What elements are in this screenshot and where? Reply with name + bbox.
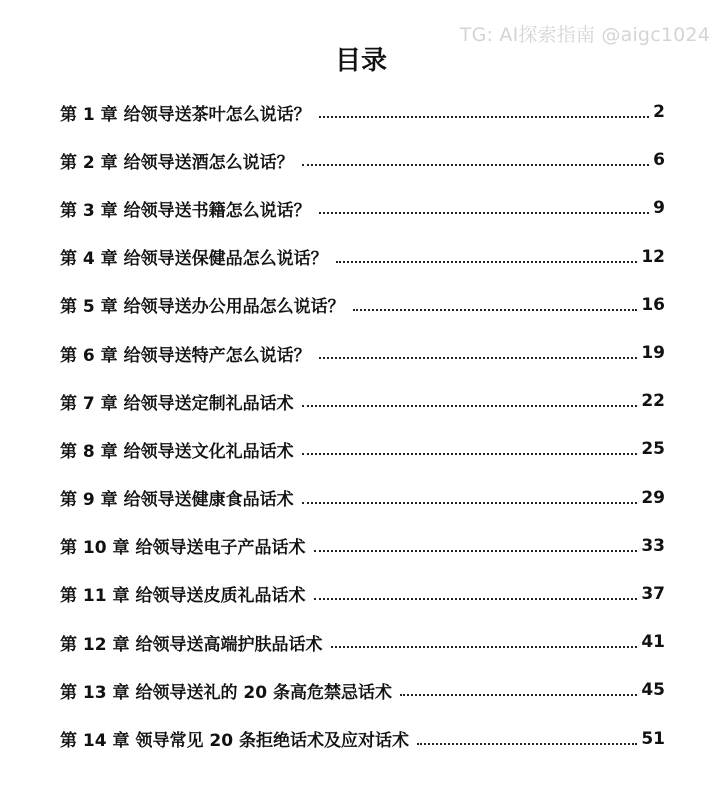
toc-entry-10[interactable] xyxy=(60,522,665,570)
toc-chapter-title: 给领导送办公用品怎么说话？ xyxy=(123,297,345,318)
toc-chapter-number: 第 5 章 xyxy=(60,297,118,318)
toc-entry-6[interactable] xyxy=(60,329,665,377)
toc-page-number: 51 xyxy=(641,728,665,749)
toc-chapter-number: 第 6 章 xyxy=(60,345,118,366)
toc-chapter-title: 给领导送礼的 20 条高危禁忌话术 xyxy=(135,682,392,703)
toc-chapter-title: 给领导送电子产品话术 xyxy=(135,538,306,559)
toc-chapter-title: 给领导送健康食品话术 xyxy=(123,490,294,511)
toc-chapter-number: 第 9 章 xyxy=(60,490,118,511)
toc-dot-leader xyxy=(336,261,638,263)
toc-dot-leader xyxy=(314,598,638,600)
toc-entry-13[interactable] xyxy=(60,666,665,714)
toc-chapter-title: 给领导送保健品怎么说话？ xyxy=(123,249,328,270)
toc-chapter-title: 给领导送文化礼品话术 xyxy=(123,441,294,462)
toc-label xyxy=(60,485,294,510)
toc-label xyxy=(60,341,311,366)
toc-entry-3[interactable] xyxy=(60,184,665,232)
toc-dot-leader xyxy=(400,694,637,696)
toc-entry-12[interactable] xyxy=(60,618,665,666)
toc-page-number: 37 xyxy=(641,583,665,604)
toc-page-number: 41 xyxy=(641,632,665,653)
toc-chapter-title: 给领导送定制礼品话术 xyxy=(123,393,294,414)
toc-entry-11[interactable] xyxy=(60,570,665,618)
toc-page-number: 33 xyxy=(641,535,665,556)
toc-chapter-number: 第 8 章 xyxy=(60,441,118,462)
toc-chapter-title: 给领导送书籍怎么说话？ xyxy=(123,200,311,221)
toc-label xyxy=(60,678,392,703)
toc-chapter-title: 领导常见 20 条拒绝话术及应对话术 xyxy=(135,731,409,752)
toc-dot-leader xyxy=(331,646,638,648)
toc-chapter-number: 第 13 章 xyxy=(60,682,130,703)
toc-dot-leader xyxy=(319,116,649,118)
toc-dot-leader xyxy=(417,743,637,745)
toc-entry-14[interactable] xyxy=(60,714,665,762)
toc-entry-1[interactable] xyxy=(60,88,665,136)
toc-page-number: 25 xyxy=(641,439,665,460)
toc-label xyxy=(60,196,311,221)
toc-label xyxy=(60,437,294,462)
toc-page-number: 29 xyxy=(641,487,665,508)
toc-label xyxy=(60,389,294,414)
toc-label xyxy=(60,244,328,269)
toc-page-number: 45 xyxy=(641,680,665,701)
toc-dot-leader xyxy=(302,164,649,166)
toc-page-number: 22 xyxy=(641,391,665,412)
toc-chapter-title: 给领导送酒怎么说话？ xyxy=(123,152,294,173)
toc-chapter-number: 第 7 章 xyxy=(60,393,118,414)
toc-entry-9[interactable] xyxy=(60,474,665,522)
toc-chapter-number: 第 3 章 xyxy=(60,200,118,221)
toc-label xyxy=(60,581,306,606)
toc-label xyxy=(60,292,345,317)
toc-entry-5[interactable] xyxy=(60,281,665,329)
toc-chapter-number: 第 2 章 xyxy=(60,152,118,173)
toc-chapter-title: 给领导送皮质礼品话术 xyxy=(135,586,306,607)
toc-dot-leader xyxy=(319,357,638,359)
toc-page-number: 19 xyxy=(641,343,665,364)
toc-page-number: 2 xyxy=(653,102,665,123)
toc-dot-leader xyxy=(302,502,638,504)
toc-dot-leader xyxy=(302,453,638,455)
toc-page-number: 12 xyxy=(641,246,665,267)
toc-entry-4[interactable] xyxy=(60,233,665,281)
toc-title: 目录 xyxy=(334,46,387,76)
toc-label xyxy=(60,533,306,558)
toc-label xyxy=(60,100,311,125)
toc-chapter-number: 第 10 章 xyxy=(60,538,130,559)
toc-dot-leader xyxy=(302,405,638,407)
toc-dot-leader xyxy=(353,309,638,311)
toc-chapter-number: 第 4 章 xyxy=(60,249,118,270)
toc-chapter-number: 第 12 章 xyxy=(60,634,130,655)
toc-chapter-number: 第 1 章 xyxy=(60,104,118,125)
toc-dot-leader xyxy=(319,212,649,214)
toc-chapter-title: 给领导送茶叶怎么说话？ xyxy=(123,104,311,125)
toc-chapter-title: 给领导送特产怎么说话？ xyxy=(123,345,311,366)
toc-label xyxy=(60,726,409,751)
toc-chapter-number: 第 11 章 xyxy=(60,586,130,607)
toc-chapter-number: 第 14 章 xyxy=(60,731,130,752)
watermark-text: TG: AI探索指南 @aigc1024 xyxy=(459,24,710,46)
toc-entry-7[interactable] xyxy=(60,377,665,425)
toc-entry-8[interactable] xyxy=(60,425,665,473)
toc-chapter-title: 给领导送高端护肤品话术 xyxy=(135,634,323,655)
toc-page-number: 9 xyxy=(653,198,665,219)
toc-label xyxy=(60,148,294,173)
toc-page-number: 16 xyxy=(641,294,665,315)
toc-page-number: 6 xyxy=(653,150,665,171)
toc-label xyxy=(60,630,323,655)
toc-entry-2[interactable] xyxy=(60,136,665,184)
toc-dot-leader xyxy=(314,550,638,552)
table-of-contents xyxy=(60,88,665,763)
